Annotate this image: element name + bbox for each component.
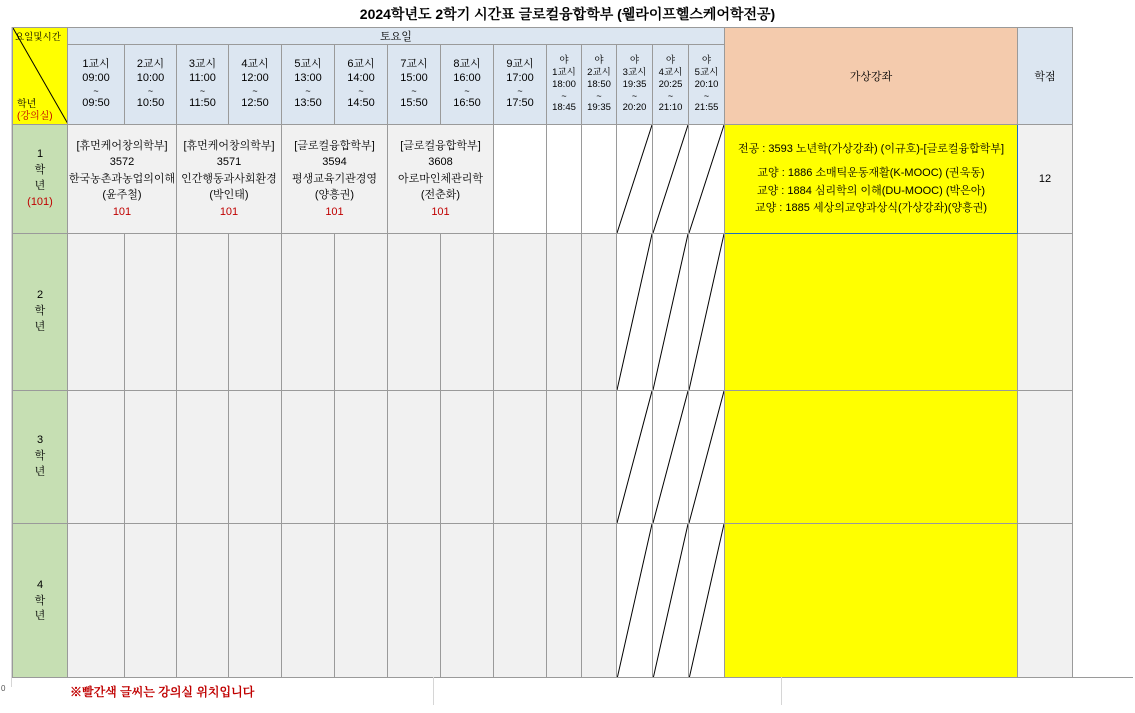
- virtual-line-major: 전공 : 3593 노년학(가상강좌) (이규호)-[글로컬융합학부]: [737, 143, 1005, 156]
- grade-char-1: 학: [34, 164, 46, 177]
- period-tilde: ~: [596, 90, 602, 101]
- period-header-4: [229, 45, 282, 125]
- course-professor: (박인태): [209, 189, 249, 202]
- diagonal-line-icon: [689, 234, 724, 390]
- timetable-row-grade-1: [13, 125, 1073, 234]
- course-room: 101: [219, 205, 239, 218]
- grade-char-2: 년: [34, 465, 46, 478]
- period-end: 09:50: [82, 97, 110, 109]
- diagonal-cell-4-n4[interactable]: [653, 524, 689, 680]
- empty-cell-3-8[interactable]: [441, 391, 494, 524]
- course-name: 평생교육기관경영: [291, 172, 377, 185]
- period-start: 18:50: [587, 78, 611, 90]
- course-dept: [휴먼케어창의학부]: [183, 139, 275, 152]
- empty-cell-1-9[interactable]: [494, 125, 547, 234]
- empty-cell-2-5[interactable]: [282, 234, 335, 391]
- period-end: 12:50: [241, 97, 269, 109]
- empty-cell-4-9[interactable]: [494, 524, 547, 680]
- period-start: 20:25: [658, 78, 683, 90]
- corner-header-grade-label: 학년: [17, 99, 37, 110]
- credit-cell-3: [1018, 391, 1073, 524]
- empty-cell-3-n1[interactable]: [547, 391, 582, 524]
- course-professor: (윤주철): [102, 189, 142, 202]
- empty-cell-2-4[interactable]: [229, 234, 282, 391]
- corner-header-room-label: (강의실): [17, 110, 53, 122]
- empty-cell-3-1[interactable]: [68, 391, 125, 524]
- period-end: 21:55: [694, 102, 719, 113]
- period-end: 18:45: [552, 102, 576, 113]
- grade-char-1: 학: [34, 305, 46, 318]
- diagonal-line-icon: [653, 391, 688, 523]
- period-name: 야 5교시: [694, 55, 719, 78]
- period-end: 16:50: [453, 97, 481, 109]
- empty-cell-3-3[interactable]: [177, 391, 229, 524]
- period-name: 2교시: [136, 58, 165, 71]
- period-header-1: [68, 45, 125, 125]
- empty-cell-4-3[interactable]: [177, 524, 229, 680]
- empty-cell-2-9[interactable]: [494, 234, 547, 391]
- course-professor: (전춘화): [420, 189, 461, 202]
- period-header-6: [335, 45, 388, 125]
- course-dept: [휴먼케어창의학부]: [76, 139, 168, 152]
- empty-cell-3-n2[interactable]: [582, 391, 617, 524]
- diagonal-line-icon: [617, 524, 652, 679]
- period-tilde: ~: [561, 90, 567, 101]
- timetable-row-grade-3: [13, 391, 1073, 524]
- diagonal-cell-3-n3[interactable]: [617, 391, 653, 524]
- period-start: 12:00: [241, 72, 269, 84]
- period-header-3: [177, 45, 229, 125]
- grade-char-1: 학: [34, 450, 46, 463]
- empty-cell-3-9[interactable]: [494, 391, 547, 524]
- empty-cell-2-7[interactable]: [388, 234, 441, 391]
- empty-cell-4-2[interactable]: [125, 524, 177, 680]
- course-room: 101: [325, 205, 344, 218]
- corner-header-day-time: 요일및시간: [15, 32, 61, 43]
- diagonal-line-icon: [617, 234, 652, 390]
- period-start: 09:00: [82, 72, 110, 84]
- period-start: 13:00: [294, 72, 322, 84]
- period-tilde: ~: [517, 85, 523, 96]
- footer-divider-2: [781, 677, 782, 705]
- period-tilde: ~: [358, 85, 364, 96]
- period-start: 10:00: [136, 72, 165, 84]
- empty-cell-4-5[interactable]: [282, 524, 335, 680]
- grade-char-2: 년: [34, 180, 46, 192]
- timetable-grid: [12, 27, 1073, 680]
- diagonal-cell-2-n3[interactable]: [617, 234, 653, 391]
- period-end: 17:50: [506, 97, 534, 109]
- empty-cell-4-4[interactable]: [229, 524, 282, 680]
- diagonal-cell-1-n4[interactable]: [653, 125, 689, 234]
- period-header-8: [441, 45, 494, 125]
- empty-cell-4-7[interactable]: [388, 524, 441, 680]
- period-start: 20:10: [694, 78, 719, 90]
- empty-cell-3-4[interactable]: [229, 391, 282, 524]
- credit-cell-4: [1018, 524, 1073, 680]
- course-cell-1-4[interactable]: [388, 125, 494, 234]
- virtual-line-elective-3: 교양 : 1885 세상의교양과상식(가상강좌)(양흥권): [755, 201, 987, 214]
- period-end: 13:50: [294, 97, 322, 109]
- course-professor: (양흥권): [314, 189, 355, 202]
- period-start: 14:00: [347, 72, 375, 84]
- period-end: 15:50: [400, 97, 428, 109]
- period-start: 19:35: [622, 78, 647, 90]
- period-tilde: ~: [199, 85, 206, 96]
- period-name: 야 3교시: [622, 55, 647, 78]
- period-start: 17:00: [506, 72, 534, 84]
- grade-number: 1: [36, 148, 44, 161]
- credit-header: 학점: [1018, 28, 1073, 125]
- period-header-night-3: [617, 45, 653, 125]
- period-end: 11:50: [189, 97, 216, 109]
- period-header-5: [282, 45, 335, 125]
- grade-room: (101): [27, 195, 53, 208]
- period-tilde: ~: [631, 90, 638, 101]
- course-code: 3594: [322, 156, 347, 169]
- diagonal-cell-4-n5[interactable]: [689, 524, 725, 680]
- virtual-course-header: 가상강좌: [725, 28, 1018, 125]
- period-end: 19:35: [587, 102, 611, 113]
- course-cell-1-2[interactable]: [177, 125, 282, 234]
- period-start: 16:00: [453, 72, 481, 84]
- grade-char-2: 년: [34, 320, 46, 333]
- row-number-gutter: [0, 27, 12, 687]
- period-name: 야 2교시: [587, 55, 611, 78]
- grade-label-1: [13, 125, 68, 234]
- grade-label-4: [13, 524, 68, 680]
- empty-cell-3-5[interactable]: [282, 391, 335, 524]
- diagonal-cell-1-n5[interactable]: [689, 125, 725, 234]
- grade-char-2: 년: [34, 610, 46, 623]
- credit-cell-2: [1018, 234, 1073, 391]
- corner-header-cell: [13, 28, 68, 125]
- virtual-line-elective-1: 교양 : 1886 소매틱운동재활(K-MOOC) (권욱동): [757, 167, 985, 180]
- diagonal-line-icon: [617, 391, 652, 523]
- course-code: 3571: [216, 156, 242, 169]
- period-name: 6교시: [347, 58, 375, 71]
- empty-cell-2-6[interactable]: [335, 234, 388, 391]
- diagonal-line-icon: [617, 125, 652, 233]
- period-tilde: ~: [252, 85, 258, 96]
- empty-cell-4-n1[interactable]: [547, 524, 582, 680]
- virtual-course-cell-1[interactable]: [725, 125, 1018, 234]
- course-room: 101: [431, 205, 450, 218]
- empty-cell-2-1[interactable]: [68, 234, 125, 391]
- course-name: 아로마인체관리학: [397, 172, 483, 185]
- diagonal-cell-3-n4[interactable]: [653, 391, 689, 524]
- period-end: 14:50: [347, 97, 375, 109]
- timetable-row-grade-2: [13, 234, 1073, 391]
- diagonal-line-icon: [653, 524, 688, 679]
- empty-cell-2-3[interactable]: [177, 234, 229, 391]
- virtual-course-cell-3[interactable]: [725, 391, 1018, 524]
- diagonal-line-icon: [689, 524, 724, 679]
- empty-cell-2-2[interactable]: [125, 234, 177, 391]
- period-name: 1교시: [82, 58, 110, 71]
- period-name: 7교시: [400, 58, 428, 71]
- diagonal-line-icon: [689, 391, 724, 523]
- course-code: 3608: [428, 156, 453, 169]
- period-tilde: ~: [703, 90, 710, 101]
- virtual-line-spacer: [725, 158, 1017, 165]
- page-title: 2024학년도 2학기 시간표 글로컬융합학부 (웰라이프헬스케어학전공): [359, 5, 776, 22]
- empty-cell-3-7[interactable]: [388, 391, 441, 524]
- grade-number: 4: [36, 578, 44, 591]
- period-name: 야 4교시: [658, 55, 683, 78]
- diagonal-line-icon: [689, 125, 724, 233]
- period-header-night-4: [653, 45, 689, 125]
- diagonal-line-icon: [653, 234, 688, 390]
- period-end: 21:10: [658, 102, 683, 113]
- grade-char-1: 학: [34, 594, 46, 607]
- period-tilde: ~: [464, 85, 470, 96]
- empty-cell-4-8[interactable]: [441, 524, 494, 680]
- empty-cell-1-n2[interactable]: [582, 125, 617, 234]
- period-header-night-1: [547, 45, 582, 125]
- empty-cell-1-n1[interactable]: [547, 125, 582, 234]
- period-header-night-2: [582, 45, 617, 125]
- period-name: 야 1교시: [552, 55, 576, 78]
- course-room: 101: [112, 205, 132, 218]
- period-tilde: ~: [667, 90, 674, 101]
- course-cell-1-3[interactable]: [282, 125, 388, 234]
- period-header-night-5: [689, 45, 725, 125]
- empty-cell-4-n2[interactable]: [582, 524, 617, 680]
- empty-cell-3-2[interactable]: [125, 391, 177, 524]
- footer-note-row: [12, 677, 1133, 705]
- empty-cell-2-n1[interactable]: [547, 234, 582, 391]
- header-row-top: [13, 28, 1073, 45]
- course-dept: [글로컬융합학부]: [294, 139, 375, 152]
- grade-number: 3: [36, 434, 44, 447]
- period-name: 8교시: [453, 58, 481, 71]
- course-name: 인간행동과사회환경: [181, 172, 277, 185]
- diagonal-cell-2-n4[interactable]: [653, 234, 689, 391]
- period-header-9: [494, 45, 547, 125]
- period-tilde: ~: [305, 85, 311, 96]
- course-cell-1-1[interactable]: [68, 125, 177, 234]
- virtual-course-cell-2[interactable]: [725, 234, 1018, 391]
- period-name: 5교시: [294, 58, 322, 71]
- document-title-row: [0, 0, 1135, 27]
- period-start: 11:00: [189, 72, 216, 84]
- empty-cell-2-n2[interactable]: [582, 234, 617, 391]
- virtual-line-elective-2: 교양 : 1884 심리학의 이해(DU-MOOC) (박은아): [756, 184, 986, 197]
- period-header-2: [125, 45, 177, 125]
- course-code: 3572: [109, 156, 135, 169]
- diagonal-line-icon: [653, 125, 688, 233]
- diagonal-cell-2-n5[interactable]: [689, 234, 725, 391]
- empty-cell-3-6[interactable]: [335, 391, 388, 524]
- period-tilde: ~: [93, 85, 99, 96]
- virtual-course-cell-4[interactable]: [725, 524, 1018, 680]
- empty-cell-2-8[interactable]: [441, 234, 494, 391]
- credit-cell-1: 12: [1018, 125, 1073, 234]
- period-start: 18:00: [552, 78, 576, 90]
- period-name: 4교시: [241, 58, 269, 71]
- grade-label-2: [13, 234, 68, 391]
- empty-cell-4-6[interactable]: [335, 524, 388, 680]
- empty-cell-4-1[interactable]: [68, 524, 125, 680]
- diagonal-cell-4-n3[interactable]: [617, 524, 653, 680]
- grade-label-3: [13, 391, 68, 524]
- saturday-header: 토요일: [68, 28, 725, 45]
- diagonal-cell-1-n3[interactable]: [617, 125, 653, 234]
- grade-number: 2: [36, 289, 44, 302]
- timetable-row-grade-4: [13, 524, 1073, 680]
- period-name: 9교시: [506, 58, 534, 71]
- corner-header-grade: [17, 99, 53, 122]
- course-dept: [글로컬융합학부]: [400, 139, 481, 152]
- row-number-label: 0: [1, 684, 6, 693]
- course-name: 한국농촌과농업의이해: [68, 172, 176, 185]
- footer-note: ※빨간색 글씨는 강의실 위치입니다: [70, 685, 255, 699]
- diagonal-cell-3-n5[interactable]: [689, 391, 725, 524]
- period-tilde: ~: [411, 85, 417, 96]
- period-header-7: [388, 45, 441, 125]
- period-end: 10:50: [136, 97, 165, 109]
- period-end: 20:20: [622, 102, 647, 113]
- period-name: 3교시: [188, 58, 217, 71]
- period-tilde: ~: [147, 85, 154, 96]
- footer-divider-1: [433, 677, 434, 705]
- period-start: 15:00: [400, 72, 428, 84]
